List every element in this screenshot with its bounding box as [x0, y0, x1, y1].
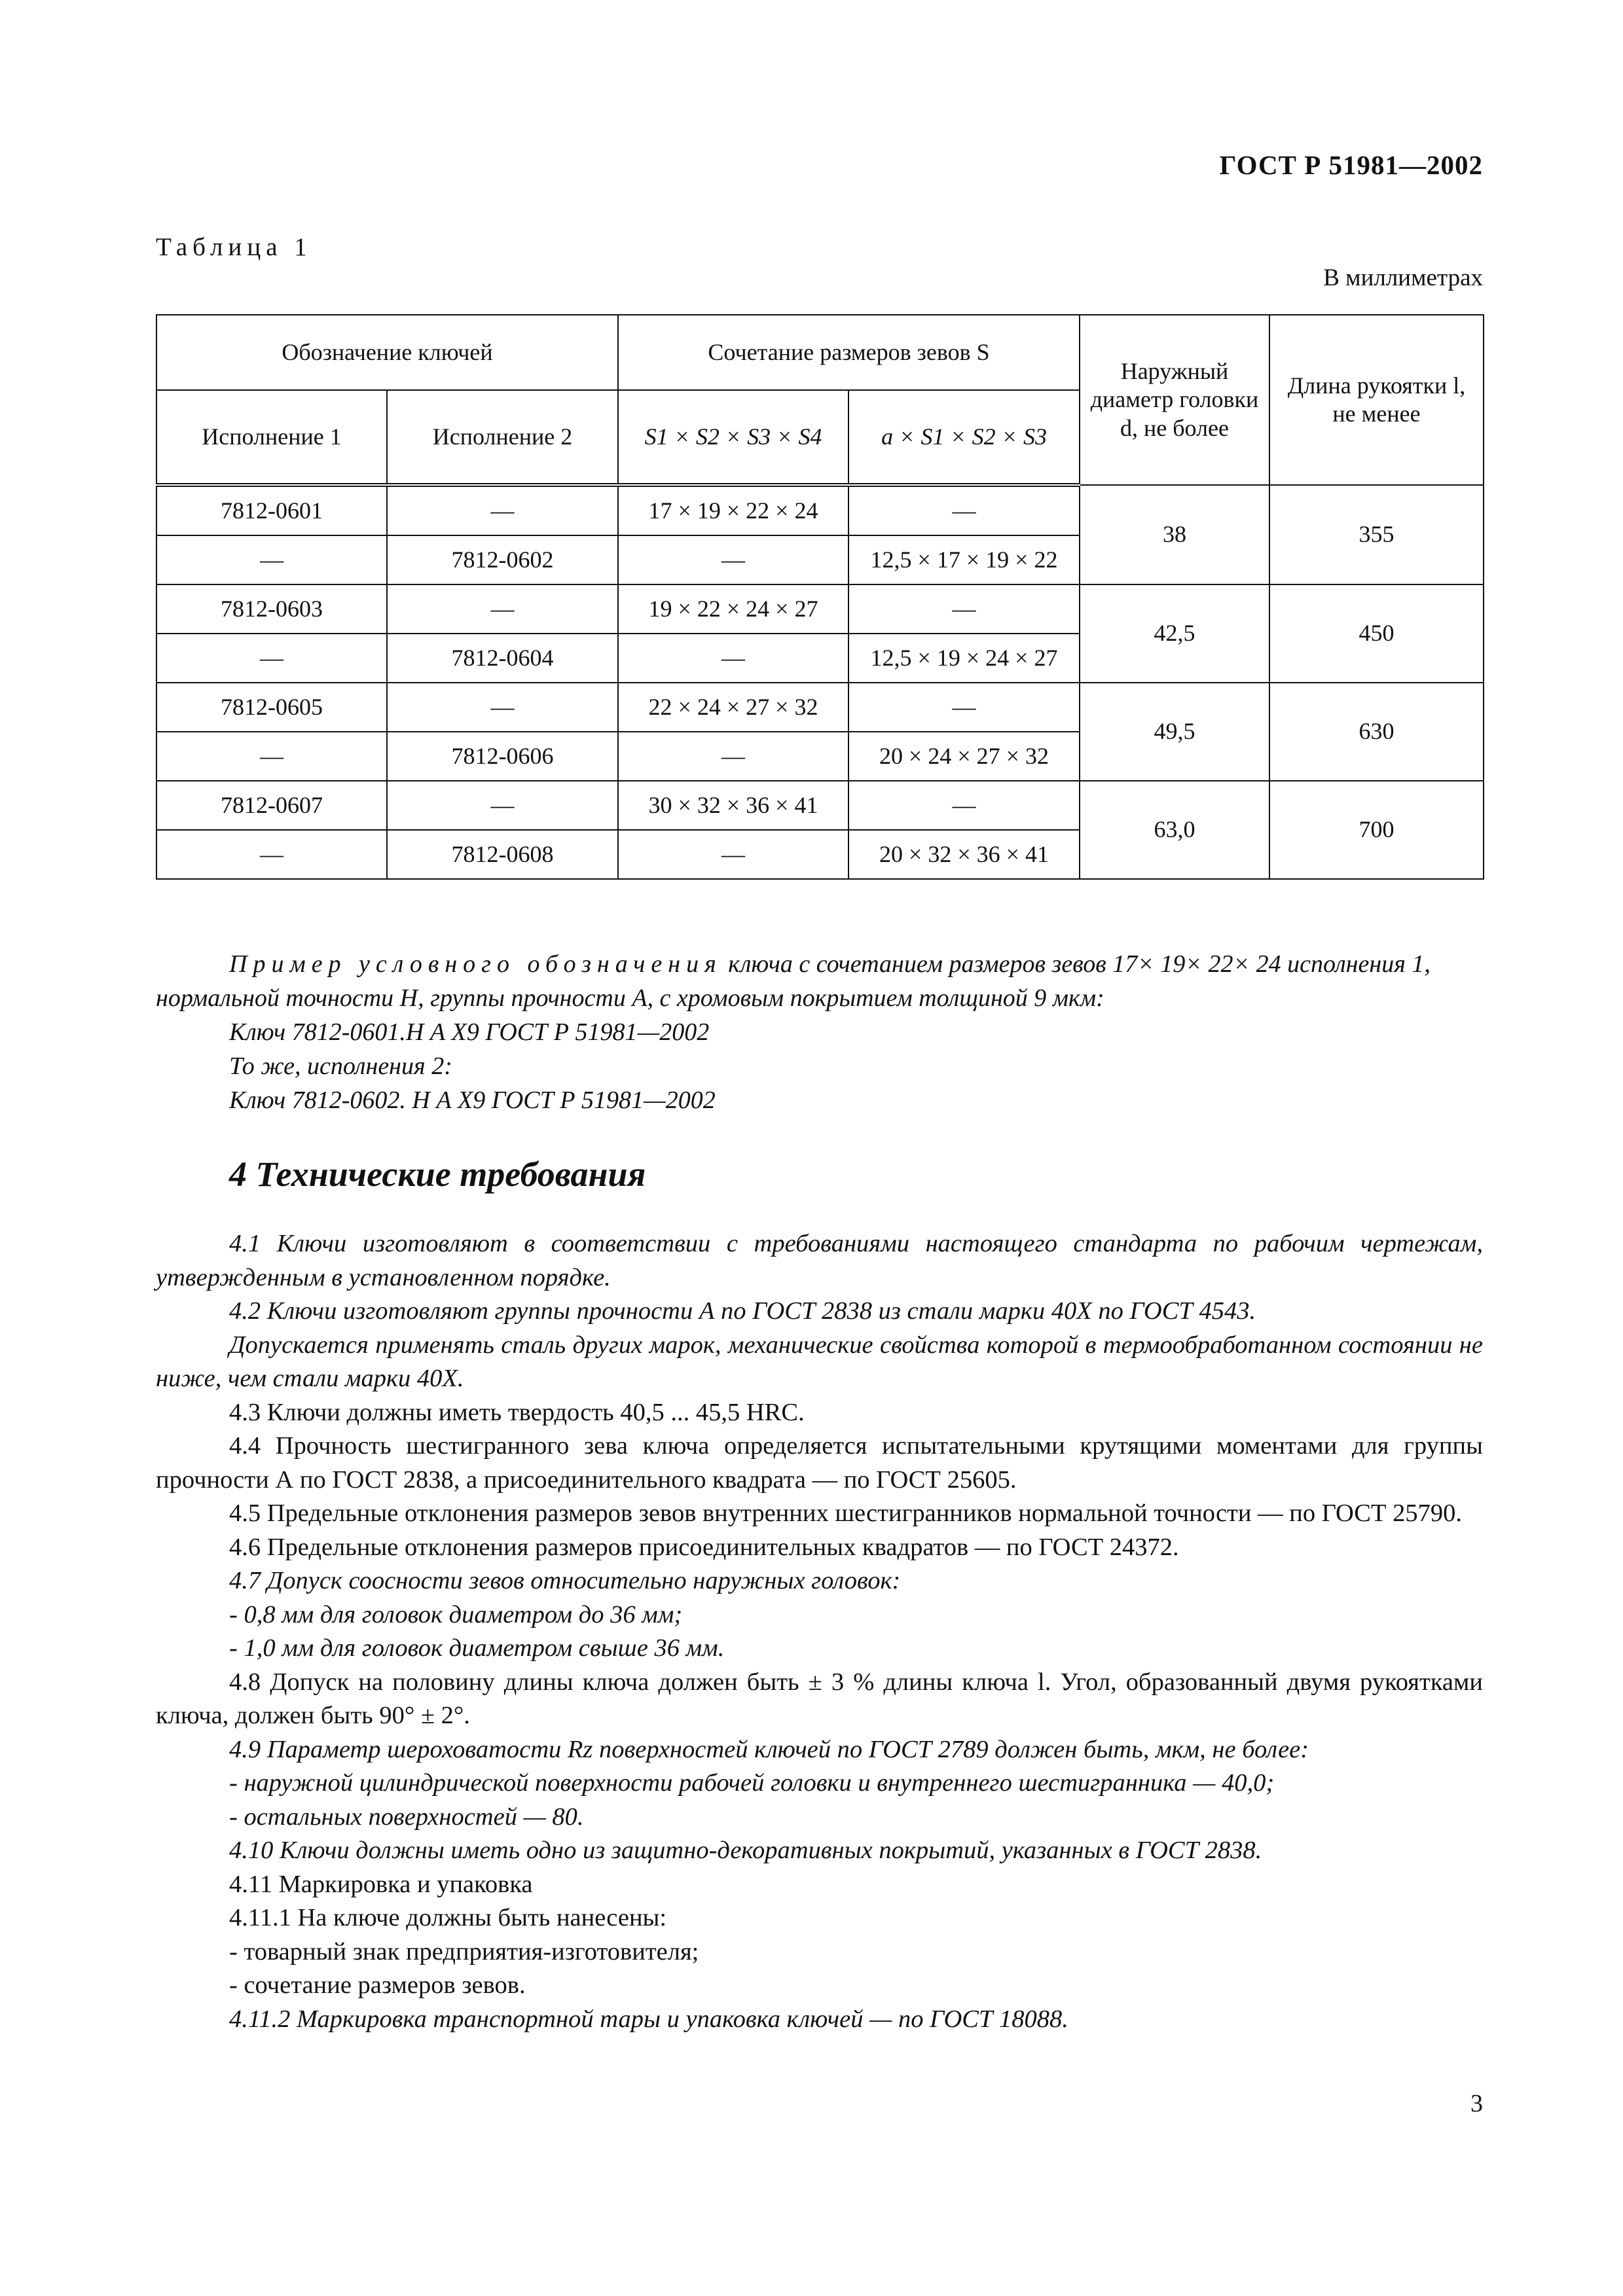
table-cell: 7812-0606 — [387, 732, 618, 781]
table-cell: 7812-0602 — [387, 535, 618, 584]
example-line2: Ключ 7812-0601.H А Х9 ГОСТ Р 51981—2002 — [229, 1018, 710, 1046]
header-combination: Сочетание размеров зевов S — [618, 315, 1080, 390]
table-cell: 12,5 × 17 × 19 × 22 — [848, 535, 1080, 584]
req-4-2: 4.2 Ключи изготовляют группы прочности А по ГОСТ 2838 из стали марки 40Х по ГОСТ 4543. — [229, 1297, 1256, 1325]
table-cell: — — [156, 732, 387, 781]
table-cell: — — [387, 485, 618, 535]
req-4-11-1-a: - товарный знак предприятия-изготовителя; — [229, 1937, 699, 1965]
table-cell: 17 × 19 × 22 × 24 — [618, 485, 848, 535]
table-cell: — — [387, 584, 618, 634]
table-cell: — — [618, 634, 848, 683]
table-cell: — — [156, 634, 387, 683]
table-cell: — — [848, 781, 1080, 830]
req-4-8: 4.8 Допуск на половину длины ключа должен быть ± 3 % длины ключа l. Угол, образованный двумя рукоятками ключа, должен быть 90° ± 2°. — [156, 1668, 1483, 1729]
table-cell-length: 700 — [1269, 781, 1484, 879]
table-cell: — — [618, 535, 848, 584]
req-4-7: 4.7 Допуск соосности зевов относительно наружных головок: — [229, 1567, 901, 1594]
example-block — [156, 947, 1483, 1117]
req-4-2-note: Допускается применять сталь других марок, механические свойства которой в термообработанном состоянии не ниже, чем стали марки 40Х. — [156, 1331, 1483, 1392]
req-4-4: 4.4 Прочность шестигранного зева ключа определяется испытательными крутящими моментами для группы прочности А по ГОСТ 2838, а присоединительного квадрата — по ГОСТ 25605. — [156, 1432, 1483, 1494]
table-cell: — — [848, 683, 1080, 732]
table-row — [156, 781, 1484, 830]
table-cell: — — [848, 584, 1080, 634]
req-4-6: 4.6 Предельные отклонения размеров присоединительных квадратов — по ГОСТ 24372. — [229, 1533, 1179, 1561]
page-number: 3 — [1470, 2090, 1483, 2117]
table-cell-diameter: 63,0 — [1080, 781, 1269, 879]
req-4-7-a: - 0,8 мм для головок диаметром до 36 мм; — [229, 1600, 683, 1628]
dimensions-table — [156, 314, 1484, 880]
table-cell: 20 × 24 × 27 × 32 — [848, 732, 1080, 781]
table-cell: 7812-0603 — [156, 584, 387, 634]
example-lead: Пример условного обозначения — [229, 950, 722, 978]
table-title: Таблица 1 — [156, 233, 312, 261]
req-4-9-a: - наружной цилиндрической поверхности рабочей головки и внутреннего шестигранника — 40,0; — [229, 1769, 1275, 1797]
table-row — [156, 683, 1484, 732]
req-4-11-2: 4.11.2 Маркировка транспортной тары и упаковка ключей — по ГОСТ 18088. — [229, 2005, 1068, 2033]
req-4-9-b: - остальных поверхностей — 80. — [229, 1803, 584, 1831]
table-cell: 30 × 32 × 36 × 41 — [618, 781, 848, 830]
req-4-11-1-b: - сочетание размеров зевов. — [229, 1971, 526, 1999]
table-cell: — — [848, 485, 1080, 535]
table-cell: — — [618, 732, 848, 781]
header-diameter: Наружный диаметр головки d, не более — [1080, 315, 1269, 485]
req-4-10: 4.10 Ключи должны иметь одно из защитно-декоративных покрытий, указанных в ГОСТ 2838. — [229, 1837, 1262, 1864]
table-cell: 7812-0605 — [156, 683, 387, 732]
table-row — [156, 485, 1484, 535]
table-cell-length: 450 — [1269, 584, 1484, 683]
req-4-11-1: 4.11.1 На ключе должны быть нанесены: — [229, 1904, 667, 1931]
table-cell: 12,5 × 19 × 24 × 27 — [848, 634, 1080, 683]
example-line3: То же, исполнения 2: — [229, 1052, 452, 1080]
req-4-9: 4.9 Параметр шероховатости Rz поверхностей ключей по ГОСТ 2789 должен быть, мкм, не более: — [229, 1735, 1309, 1763]
req-4-7-b: - 1,0 мм для головок диаметром свыше 36 мм. — [229, 1634, 725, 1662]
table-cell: 20 × 32 × 36 × 41 — [848, 830, 1080, 879]
table-cell: — — [387, 683, 618, 732]
table-cell: 22 × 24 × 27 × 32 — [618, 683, 848, 732]
req-4-1: 4.1 Ключи изготовляют в соответствии с требованиями настоящего стандарта по рабочим чертежам, утвержденным в установленном порядке. — [156, 1230, 1483, 1291]
table-cell: 7812-0601 — [156, 485, 387, 535]
header-length: Длина рукоятки l, не менее — [1269, 315, 1484, 485]
table-cell-length: 355 — [1269, 485, 1484, 584]
table-cell-length: 630 — [1269, 683, 1484, 781]
table-cell: 7812-0607 — [156, 781, 387, 830]
table-cell: 19 × 22 × 24 × 27 — [618, 584, 848, 634]
table-cell: 7812-0608 — [387, 830, 618, 879]
table-cell: — — [618, 830, 848, 879]
req-4-3: 4.3 Ключи должны иметь твердость 40,5 ... 45,5 HRC. — [229, 1398, 805, 1426]
example-text: ключа с сочетанием размеров зевов 17× 19× 22× 24 исполнения 1, нормальной точности H, группы прочности А, с хромовым покрытием толщиной 9 мкм: — [156, 950, 1431, 1012]
table-cell: — — [156, 535, 387, 584]
req-4-5: 4.5 Предельные отклонения размеров зевов внутренних шестигранников нормальной точности — по ГОСТ 25790. — [229, 1499, 1462, 1527]
table-units: В миллиметрах — [1323, 264, 1483, 291]
table-cell: — — [387, 781, 618, 830]
subheader-exec2: Исполнение 2 — [387, 390, 618, 485]
document-code: ГОСТ Р 51981—2002 — [1219, 150, 1483, 180]
table-cell-diameter: 42,5 — [1080, 584, 1269, 683]
table-cell-diameter: 38 — [1080, 485, 1269, 584]
subheader-as3: a × S1 × S2 × S3 — [848, 390, 1080, 485]
header-designation: Обозначение ключей — [156, 315, 618, 390]
table-cell: — — [156, 830, 387, 879]
example-line4: Ключ 7812-0602. H А Х9 ГОСТ Р 51981—2002 — [229, 1086, 716, 1114]
subheader-s4: S1 × S2 × S3 × S4 — [618, 390, 848, 485]
table-row — [156, 584, 1484, 634]
req-4-11: 4.11 Маркировка и упаковка — [229, 1870, 533, 1898]
requirements-list — [156, 1227, 1483, 2036]
table-cell: 7812-0604 — [387, 634, 618, 683]
subheader-exec1: Исполнение 1 — [156, 390, 387, 485]
section-title: 4 Технические требования — [229, 1155, 646, 1194]
table-cell-diameter: 49,5 — [1080, 683, 1269, 781]
